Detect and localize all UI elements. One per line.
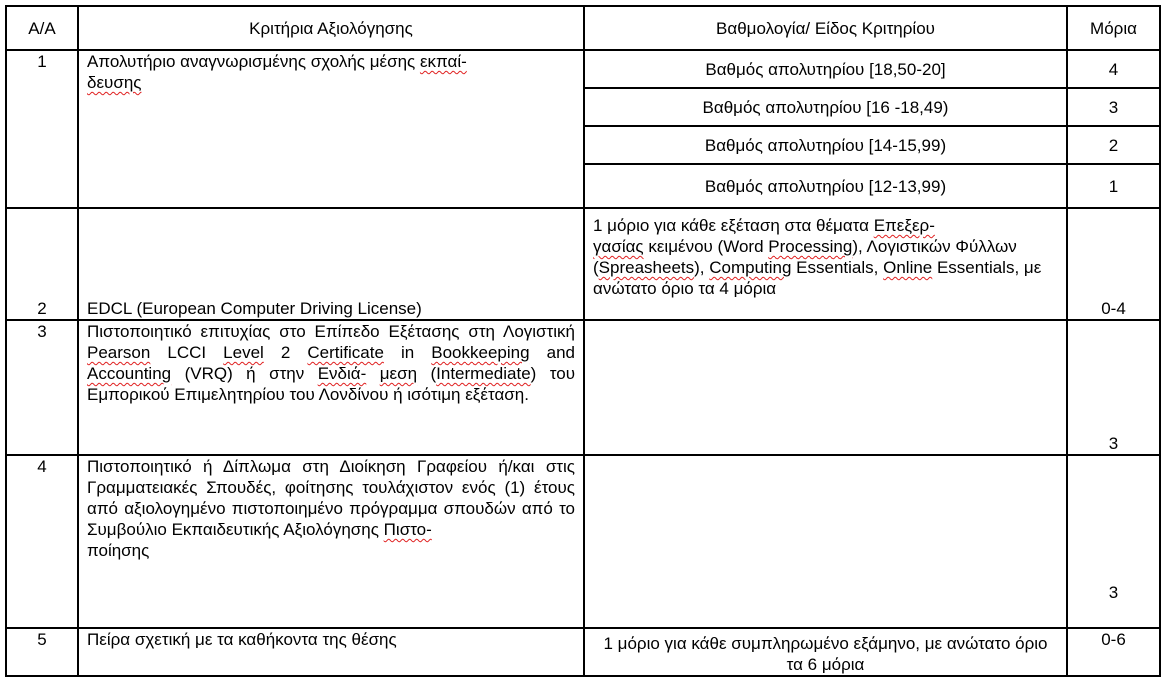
header-criteria: Κριτήρια Αξιολόγησης <box>78 6 584 50</box>
header-grade-type: Βαθμολογία/ Είδος Κριτηρίου <box>584 6 1067 50</box>
header-row <box>6 6 1160 50</box>
row-number: 3 <box>6 320 78 455</box>
points-cell: 3 <box>1067 455 1160 628</box>
criterion-cell: Πιστοποιητικό ή Δίπλωμα στη Διοίκηση Γραφείου ή/και στις Γραμματειακές Σπουδές, φοίτησης τουλάχιστον ενός (1) έτους από αξιολογημένο πιστοποιημένο πρόγραμμα σπουδών από το Συμβούλιο Εκπαιδευτικής Αξιολόγησης Πιστο- ποίησης <box>78 455 584 628</box>
row-number: 2 <box>6 208 78 320</box>
points-cell: 0-6 <box>1067 628 1160 676</box>
points-cell: 4 <box>1067 50 1160 88</box>
grade-cell: Βαθμός απολυτηρίου [18,50-20] <box>584 50 1067 88</box>
grade-cell: Βαθμός απολυτηρίου [14-15,99) <box>584 126 1067 164</box>
points-cell: 3 <box>1067 320 1160 455</box>
header-aa: Α/Α <box>6 6 78 50</box>
criterion-cell: Πιστοποιητικό επιτυχίας στο Επίπεδο Εξέτασης στη Λογιστική Pearson LCCI Level 2 Certificate in Bookkeeping and Accounting (VRQ) ή στην Ενδιά- μεση (Intermediate) του Εμπορικού Επιμελητηρίου του Λονδίνου ή ισότιμη εξέταση. <box>78 320 584 455</box>
spellcheck-word: εκπαί- <box>419 52 467 71</box>
table-row <box>6 208 1160 320</box>
grade-cell: 1 μόριο για κάθε εξέταση στα θέματα Επεξερ- γασίας κειμένου (Word Processing), Λογιστικών Φύλλων (Spreasheets), Computing Essentials, Online Essentials, με ανώτατο όριο τα 4 μόρια <box>584 208 1067 320</box>
header-points: Μόρια <box>1067 6 1160 50</box>
row-number: 4 <box>6 455 78 628</box>
criterion-cell: Απολυτήριο αναγνωρισμένης σχολής μέσης εκπαί- δευσης <box>78 50 584 208</box>
row-number: 1 <box>6 50 78 208</box>
criteria-table <box>5 5 1161 677</box>
grade-cell <box>584 455 1067 628</box>
criterion-cell: Πείρα σχετική με τα καθήκοντα της θέσης <box>78 628 584 676</box>
points-cell: 2 <box>1067 126 1160 164</box>
points-cell: 1 <box>1067 164 1160 208</box>
table-row <box>6 320 1160 455</box>
grade-cell <box>584 320 1067 455</box>
grade-cell: Βαθμός απολυτηρίου [16 -18,49) <box>584 88 1067 126</box>
table-row <box>6 455 1160 628</box>
grade-cell: 1 μόριο για κάθε συμπληρωμένο εξάμηνο, με ανώτατο όριο τα 6 μόρια <box>584 628 1067 676</box>
row-number: 5 <box>6 628 78 676</box>
points-cell: 3 <box>1067 88 1160 126</box>
spellcheck-word: δευσης <box>87 73 142 92</box>
table-row <box>6 50 1160 88</box>
points-cell: 0-4 <box>1067 208 1160 320</box>
criterion-cell: EDCL (European Computer Driving License) <box>78 208 584 320</box>
table-row <box>6 628 1160 676</box>
grade-cell: Βαθμός απολυτηρίου [12-13,99) <box>584 164 1067 208</box>
